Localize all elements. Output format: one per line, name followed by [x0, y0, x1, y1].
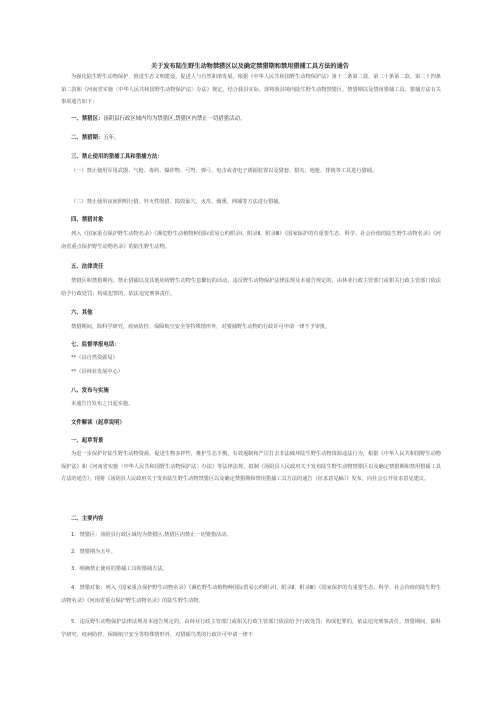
phone-line-1: **（县自然资源局） [71, 355, 118, 361]
main-content-item-5: 5．违反野生动物保护法律法规及本通告规定的，由林业行政主管部门或相关行政主管部门依法给予行政处罚；构成犯罪的，依法追究刑事责任。禁猎期间，除科学研究、疫病防控、保障航空安全等特殊情形外，对猎捕鸟类的行政许可申请一律不 [61, 619, 441, 638]
document-title: 关于发布陆生野生动物禁猎区以及确定禁猎期和禁用猎捕工具方法的通告 [151, 63, 349, 70]
section-3-item-1: （一）禁止使用军用武器、气枪、毒药、爆炸物、弓弩、弹弓、电击或者电子诱捕装置以及猎套、猎夹、地枪、排铳等工具进行猎捕。 [71, 168, 378, 174]
section-text-2: 五年。 [103, 135, 120, 141]
main-content-item-4: 4．禁猎对象：列入《国家重点保护野生动物名录》《濒危野生动植物种国际贸易公约附录Ⅰ、附录Ⅱ、附录Ⅲ》《国家保护的有重要生态、科学、社会价值的陆生野生动物名录》《河南省重点保护野生动物名录》的陆生野生动物。 [61, 585, 441, 604]
background-text: 为进一步保护好陆生野生动物资源，促进生物多样性，维护生态平衡，有效遏制和严厉打击非法破坏陆生野生动物资源违法行为，根据《中华人民共和国野生动物保护法》和《河南省实施〈中华人民共和国野生动物保护法〉办法》等法律法规，拟制《汤阴县人民政府关于发布陆生野生动物禁猎区以及确定禁猎期和禁用猎捕工具方法的通告》，现将《汤阴县人民政府关于发布陆生野生动物禁猎区以及确定禁猎期和禁用猎捕工具方法的通告（征求意见稿）》发布，向社会公开征求意见建议。 [61, 451, 441, 483]
section-heading-6: 六、其他 [71, 310, 93, 316]
main-content-item-2: 2．禁猎期为五年。 [71, 549, 116, 555]
main-content-item-3: 3．明确禁止使用的猎捕工具和猎捕方法。 [71, 566, 168, 572]
section-text-1: 汤阴县行政区域内均为禁猎区,禁猎区内禁止一切猎猎活动。 [103, 116, 246, 122]
section-3-item-2: （二）禁止使用夜间照明行猎、歼灭性围猎、捣毁巢穴、火攻、烟熏、网捕等方法进行猎捕。 [71, 199, 284, 205]
section-text-6: 禁猎期间，除科学研究、疫病防控、保障航空安全等特殊情形外，对猎捕野生动物的行政许可申请一律不予审批。 [71, 324, 331, 330]
interpretation-heading: 文件解读（起草说明） [71, 420, 125, 426]
main-content-heading: 二、主要内容 [71, 516, 104, 522]
section-text-5: 禁猎区和禁猎期内，禁止猎捕以及其他妨碍野生动物生息繁衍的活动。违反野生动物保护法律法规及本通告规定的，由林业行政主管部门或相关行政主管部门依法给予行政处罚；构成犯罪的，依法追究刑事责任。 [61, 278, 441, 297]
main-content-item-1: 1．禁猎区：汤阴县行政区域均为禁猎区,禁猎区内禁止一切猎猎活动。 [71, 532, 232, 538]
section-heading-3: 三、禁止使用的猎捕工具和猎捕方法： [71, 154, 163, 160]
background-heading: 一、起草背景 [71, 438, 104, 444]
section-heading-7: 七、监督举报电话： [71, 342, 120, 348]
section-heading-1: 一、禁猎区：汤阴县行政区域内均为禁猎区,禁猎区内禁止一切猎猎活动。 [71, 116, 246, 122]
intro-paragraph: 为强化陆生野生动物保护，推进生态文明建设，促进人与自然和谐发展，根据《中华人民共和国野生动物保护法》第十二条第二款、第二十条第二款、第二十四条第二款和《河南省实施〈中华人民共和国野生动物保护法〉办法》规定，结合我县实际，现将我县境内陆生野生动物禁猎区、禁猎期以及禁用猎捕工具、猎捕方法有关事项通告如下： [61, 74, 441, 106]
phone-line-2: **（县林业发展中心） [71, 369, 123, 375]
section-heading-5: 五、法律责任 [71, 264, 104, 270]
section-text-4: 列入《国家重点保护野生动物名录》《濒危野生动植物种国际贸易公约附录Ⅰ、附录Ⅱ、附录Ⅲ》《国家保护的有重要生态、科学、社会价值的陆生野生动物名录》《河南省重点保护野生动物名录》的陆生野生动物。 [61, 231, 441, 250]
section-heading-4: 四、禁猎对象 [71, 217, 104, 223]
section-text-8: 本通告自发布之日起实施。 [71, 401, 134, 407]
section-heading-2: 二、禁猎期：五年。 [71, 135, 120, 141]
section-heading-8: 八、发布与实施 [71, 388, 109, 394]
